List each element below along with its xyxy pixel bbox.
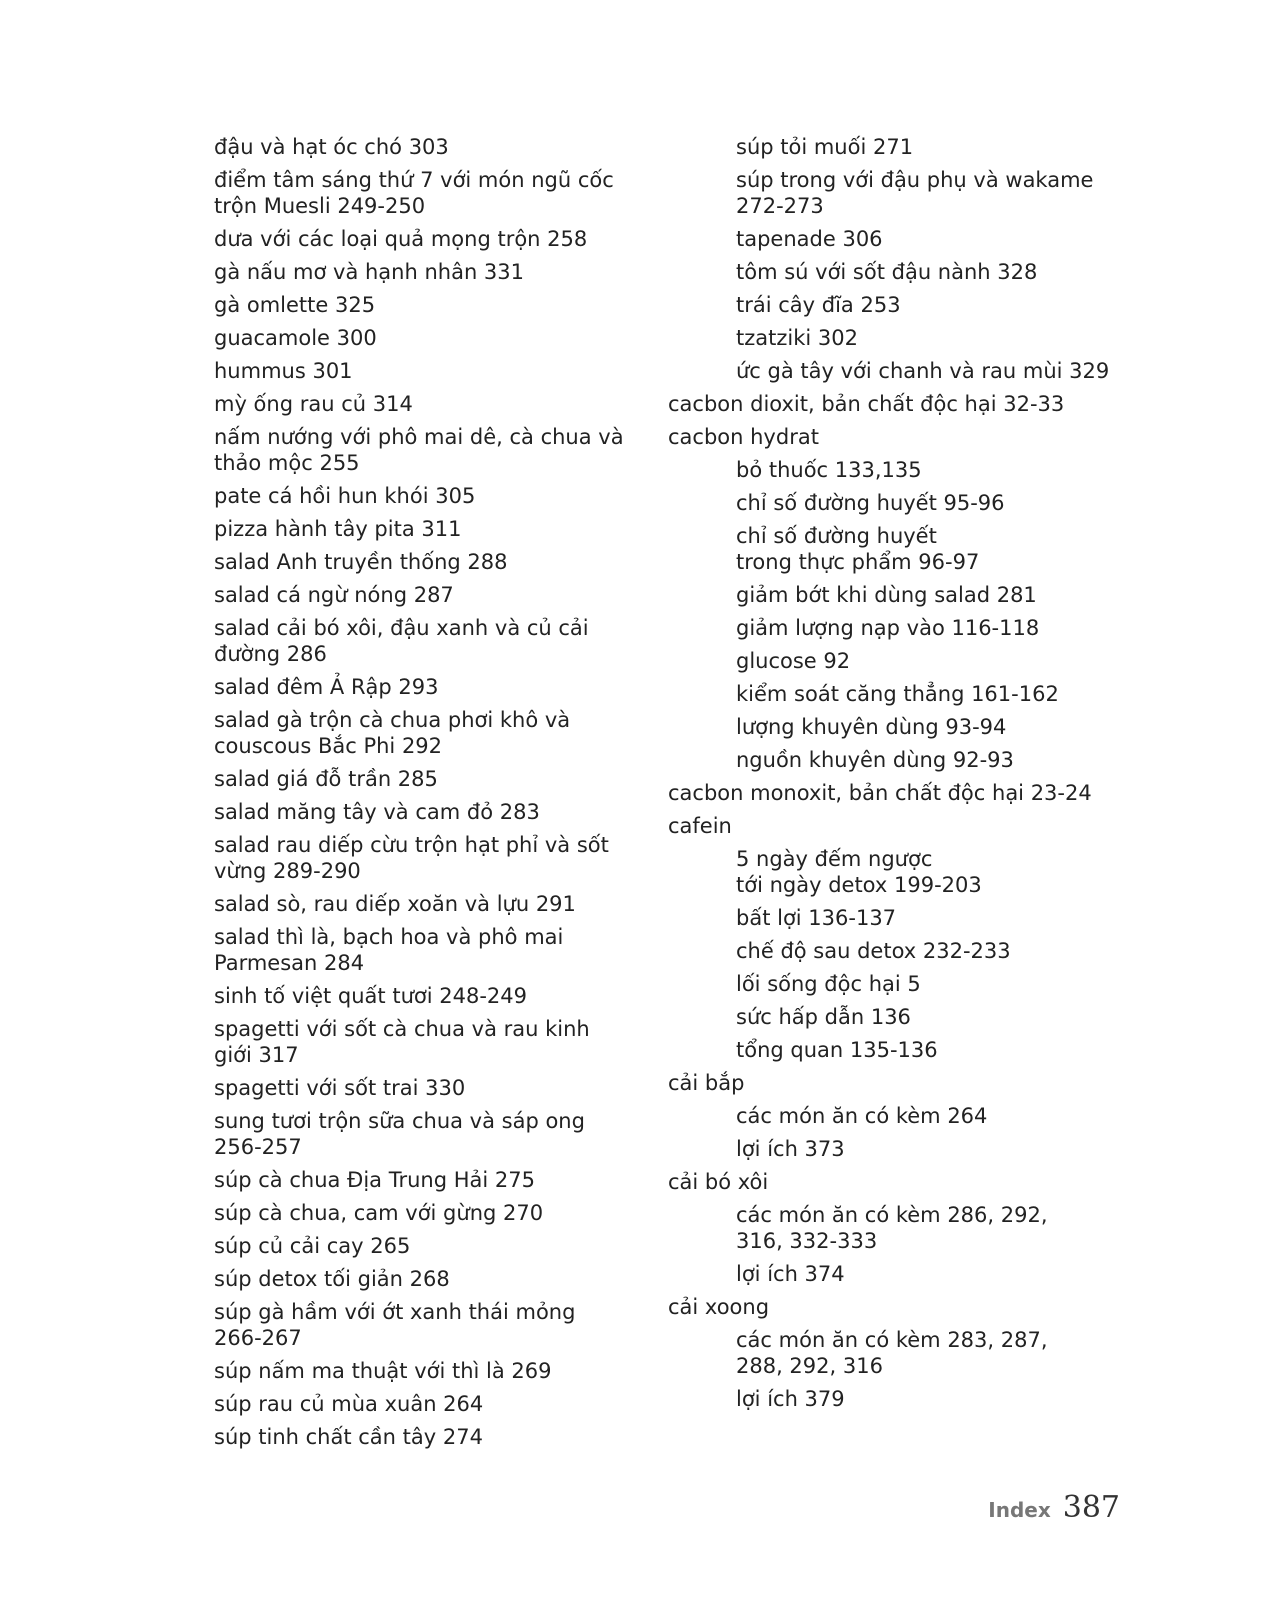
index-entry-line: các món ăn có kèm 286, 292, [736,1203,1048,1227]
index-heading [214,1200,614,1226]
index-heading [214,891,614,917]
index-heading [214,1108,614,1160]
index-entry-line: trộn Muesli 249-250 [214,194,426,218]
index-entry-line: súp gà hầm với ớt xanh thái mỏng [214,1300,576,1324]
index-subentry [668,167,1108,219]
index-heading [668,1169,1108,1195]
index-entry-line: chế độ sau detox 232-233 [736,939,1011,963]
index-heading [214,325,614,351]
index-heading [214,707,614,759]
index-entry-line: 316, 332-333 [736,1229,878,1253]
index-entry-line: salad thì là, bạch hoa và phô mai [214,925,564,949]
index-subentry [668,523,1108,575]
index-heading [668,391,1108,417]
index-entry-line: đậu và hạt óc chó 303 [214,135,449,159]
index-entry-line: glucose 92 [736,649,851,673]
index-entry-line: trong thực phẩm 96-97 [736,550,980,574]
index-heading [214,1075,614,1101]
index-entry-line: kiểm soát căng thẳng 161-162 [736,682,1059,706]
index-entry-line: lối sống độc hại 5 [736,972,921,996]
index-heading [668,780,1108,806]
index-entry-line: 272-273 [736,194,824,218]
index-subentry [668,292,1108,318]
index-entry-line: các món ăn có kèm 283, 287, [736,1328,1048,1352]
index-entry-line: salad gà trộn cà chua phơi khô và [214,708,571,732]
index-entry-line: súp cà chua, cam với gừng 270 [214,1201,544,1225]
page-number: 387 [1062,1490,1120,1525]
index-subentry [668,1103,1108,1129]
index-entry-line: nguồn khuyên dùng 92-93 [736,748,1014,772]
index-entry-line: tới ngày detox 199-203 [736,873,982,897]
index-subentry [668,325,1108,351]
index-entry-line: súp tỏi muối 271 [736,135,914,159]
index-entry-line: tôm sú với sốt đậu nành 328 [736,260,1038,284]
index-heading [214,226,614,252]
index-entry-line: chỉ số đường huyết 95-96 [736,491,1005,515]
index-heading [214,983,614,1009]
index-subentry [668,582,1108,608]
index-heading [668,424,1108,450]
index-entry-line: cacbon hydrat [668,425,819,449]
index-column-right [668,134,1108,1419]
index-entry-line: Parmesan 284 [214,951,365,975]
index-entry-line: giảm bớt khi dùng salad 281 [736,583,1037,607]
index-heading [214,358,614,384]
index-subentry [668,648,1108,674]
index-entry-line: sức hấp dẫn 136 [736,1005,911,1029]
index-heading [668,813,1108,839]
index-heading [214,766,614,792]
index-entry-line: sinh tố việt quất tươi 248-249 [214,984,527,1008]
index-entry-line: gà nấu mơ và hạnh nhân 331 [214,260,525,284]
index-entry-line: lượng khuyên dùng 93-94 [736,715,1007,739]
index-subentry [668,457,1108,483]
index-entry-line: thảo mộc 255 [214,451,360,475]
index-heading [214,615,614,667]
index-entry-line: gà omlette 325 [214,293,376,317]
index-subentry [668,1386,1108,1412]
index-subentry [668,226,1108,252]
index-entry-line: couscous Bắc Phi 292 [214,734,443,758]
index-entry-line: salad giá đỗ trần 285 [214,767,438,791]
index-subentry [668,1202,1108,1254]
index-entry-line: guacamole 300 [214,326,377,350]
index-entry-line: súp detox tối giản 268 [214,1267,450,1291]
index-heading [214,549,614,575]
index-subentry [668,747,1108,773]
index-entry-line: cải bó xôi [668,1170,769,1194]
index-entry-line: lợi ích 379 [736,1387,845,1411]
index-heading [214,259,614,285]
index-subentry [668,714,1108,740]
index-heading [214,924,614,976]
index-entry-line: ức gà tây với chanh và rau mùi 329 [736,359,1110,383]
index-heading [214,1299,614,1351]
index-heading [214,832,614,884]
index-entry-line: súp rau củ mùa xuân 264 [214,1392,484,1416]
index-heading [214,1391,614,1417]
index-column-left [214,134,624,1457]
index-heading [214,1424,614,1450]
index-subentry [668,1004,1108,1030]
index-heading [214,167,614,219]
index-entry-line: dưa với các loại quả mọng trộn 258 [214,227,588,251]
index-entry-line: salad rau diếp cừu trộn hạt phỉ và sốt [214,833,609,857]
index-heading [214,582,614,608]
index-entry-line: trái cây đĩa 253 [736,293,901,317]
index-heading [214,483,614,509]
index-entry-line: súp cà chua Địa Trung Hải 275 [214,1168,535,1192]
index-entry-line: giới 317 [214,1043,299,1067]
index-subentry [668,1261,1108,1287]
index-entry-line: súp nấm ma thuật với thì là 269 [214,1359,552,1383]
index-entry-line: 288, 292, 316 [736,1354,883,1378]
index-entry-line: hummus 301 [214,359,353,383]
index-heading [214,1233,614,1259]
index-entry-line: lợi ích 373 [736,1137,845,1161]
index-entry-line: điểm tâm sáng thứ 7 với món ngũ cốc [214,168,614,192]
index-heading [214,1266,614,1292]
index-subentry [668,1327,1108,1379]
index-entry-line: vừng 289-290 [214,859,361,883]
index-entry-line: bỏ thuốc 133,135 [736,458,922,482]
index-entry-line: salad cải bó xôi, đậu xanh và củ cải [214,616,589,640]
index-subentry [668,615,1108,641]
index-entry-line: sung tươi trộn sữa chua và sáp ong [214,1109,585,1133]
index-subentry [668,358,1108,384]
index-entry-line: salad Anh truyền thống 288 [214,550,508,574]
index-heading [214,799,614,825]
index-entry-line: các món ăn có kèm 264 [736,1104,988,1128]
index-entry-line: súp trong với đậu phụ và wakame [736,168,1094,192]
footer-section-label: Index [988,1498,1051,1522]
index-entry-line: salad sò, rau diếp xoăn và lựu 291 [214,892,576,916]
index-entry-line: cải bắp [668,1071,745,1095]
index-entry-line: cải xoong [668,1295,770,1319]
index-heading [214,134,614,160]
index-entry-line: súp tinh chất cần tây 274 [214,1425,483,1449]
index-entry-line: cacbon monoxit, bản chất độc hại 23-24 [668,781,1092,805]
index-subentry [668,490,1108,516]
index-entry-line: spagetti với sốt cà chua và rau kinh [214,1017,590,1041]
index-entry-line: cacbon dioxit, bản chất độc hại 32-33 [668,392,1065,416]
index-entry-line: 266-267 [214,1326,302,1350]
index-entry-line: bất lợi 136-137 [736,906,897,930]
index-heading [214,674,614,700]
index-subentry [668,259,1108,285]
index-entry-line: súp củ cải cay 265 [214,1234,411,1258]
index-subentry [668,846,1108,898]
index-entry-line: đường 286 [214,642,327,666]
index-entry-line: salad cá ngừ nóng 287 [214,583,454,607]
index-entry-line: cafein [668,814,732,838]
index-subentry [668,1136,1108,1162]
index-entry-line: nấm nướng với phô mai dê, cà chua và [214,425,624,449]
index-heading [214,516,614,542]
index-entry-line: tổng quan 135-136 [736,1038,938,1062]
index-entry-line: chỉ số đường huyết [736,524,937,548]
index-subentry [668,681,1108,707]
index-entry-line: mỳ ống rau củ 314 [214,392,413,416]
index-heading [214,292,614,318]
index-subentry [668,971,1108,997]
index-entry-line: lợi ích 374 [736,1262,845,1286]
index-entry-line: spagetti với sốt trai 330 [214,1076,466,1100]
index-entry-line: tapenade 306 [736,227,883,251]
index-entry-line: 256-257 [214,1135,302,1159]
index-subentry [668,938,1108,964]
index-heading [214,391,614,417]
index-subentry [668,1037,1108,1063]
index-subentry [668,134,1108,160]
index-heading [214,424,624,476]
index-entry-line: giảm lượng nạp vào 116-118 [736,616,1040,640]
index-heading [214,1358,614,1384]
index-subentry [668,905,1108,931]
index-entry-line: tzatziki 302 [736,326,858,350]
index-entry-line: pate cá hồi hun khói 305 [214,484,476,508]
index-entry-line: pizza hành tây pita 311 [214,517,462,541]
index-heading [214,1016,614,1068]
index-entry-line: salad măng tây và cam đỏ 283 [214,800,540,824]
index-heading [668,1294,1108,1320]
index-entry-line: salad đêm Ả Rập 293 [214,675,439,699]
index-entry-line: 5 ngày đếm ngược [736,847,933,871]
index-heading [668,1070,1108,1096]
page-footer [988,1490,1120,1525]
index-heading [214,1167,614,1193]
